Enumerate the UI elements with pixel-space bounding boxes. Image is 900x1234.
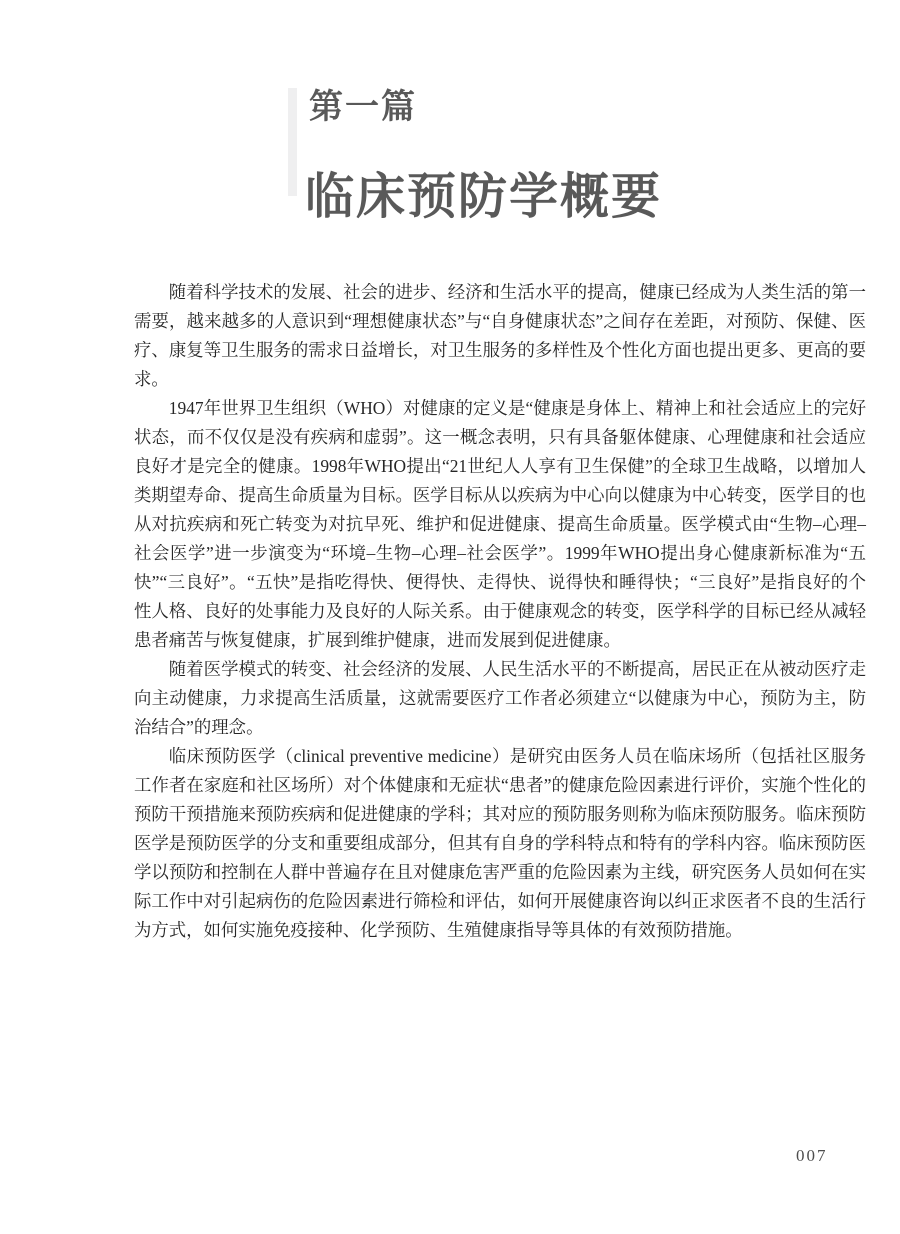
chapter-title: 临床预防学概要: [305, 168, 663, 224]
paragraph-intro: 随着科学技术的发展、社会的进步、经济和生活水平的提高，健康已经成为人类生活的第一需要，越来越多的人意识到“理想健康状态”与“自身健康状态”之间存在差距，对预防、保健、医疗、康复等卫生服务的需求日益增长，对卫生服务的多样性及个性化方面也提出更多、更高的要求。: [134, 282, 866, 389]
page-number: 007: [796, 1146, 828, 1165]
paragraph-medical-model-shift: 随着医学模式的转变、社会经济的发展、人民生活水平的不断提高，居民正在从被动医疗走向主动健康，力求提高生活质量，这就需要医疗工作者必须建立“以健康为中心，预防为主，防治结合”的理念。: [134, 659, 866, 737]
body-text: [134, 278, 866, 945]
title-accent-bar: [288, 88, 297, 196]
paragraph-who-health-definition: 1947年世界卫生组织（WHO）对健康的定义是“健康是身体上、精神上和社会适应上的完好状态，而不仅仅是没有疾病和虚弱”。这一概念表明，只有具备躯体健康、心理健康和社会适应良好才是完全的健康。1998年WHO提出“21世纪人人享有卫生保健”的全球卫生战略，以增加人类期望寿命、提高生命质量为目标。医学目标从以疾病为中心向以健康为中心转变，医学目的也从对抗疾病和死亡转变为对抗早死、维护和促进健康、提高生命质量。医学模式由“生物–心理–社会医学”进一步演变为“环境–生物–心理–社会医学”。1999年WHO提出身心健康新标准为“五快”“三良好”。“五快”是指吃得快、便得快、走得快、说得快和睡得快；“三良好”是指良好的个性人格、良好的处事能力及良好的人际关系。由于健康观念的转变，医学科学的目标已经从减轻患者痛苦与恢复健康，扩展到维护健康，进而发展到促进健康。: [134, 398, 866, 650]
part-label: 第一篇: [309, 89, 417, 126]
paragraph-clinical-preventive-medicine: 临床预防医学（clinical preventive medicine）是研究由医务人员在临床场所（包括社区服务工作者在家庭和社区场所）对个体健康和无症状“患者”的健康危险因素进行评价，实施个性化的预防干预措施来预防疾病和促进健康的学科；其对应的预防服务则称为临床预防服务。临床预防医学是预防医学的分支和重要组成部分，但其有自身的学科特点和特有的学科内容。临床预防医学以预防和控制在人群中普遍存在且对健康危害严重的危险因素为主线，研究医务人员如何在实际工作中对引起病伤的危险因素进行筛检和评估，如何开展健康咨询以纠正求医者不良的生活行为方式，如何实施免疫接种、化学预防、生殖健康指导等具体的有效预防措施。: [134, 746, 866, 940]
